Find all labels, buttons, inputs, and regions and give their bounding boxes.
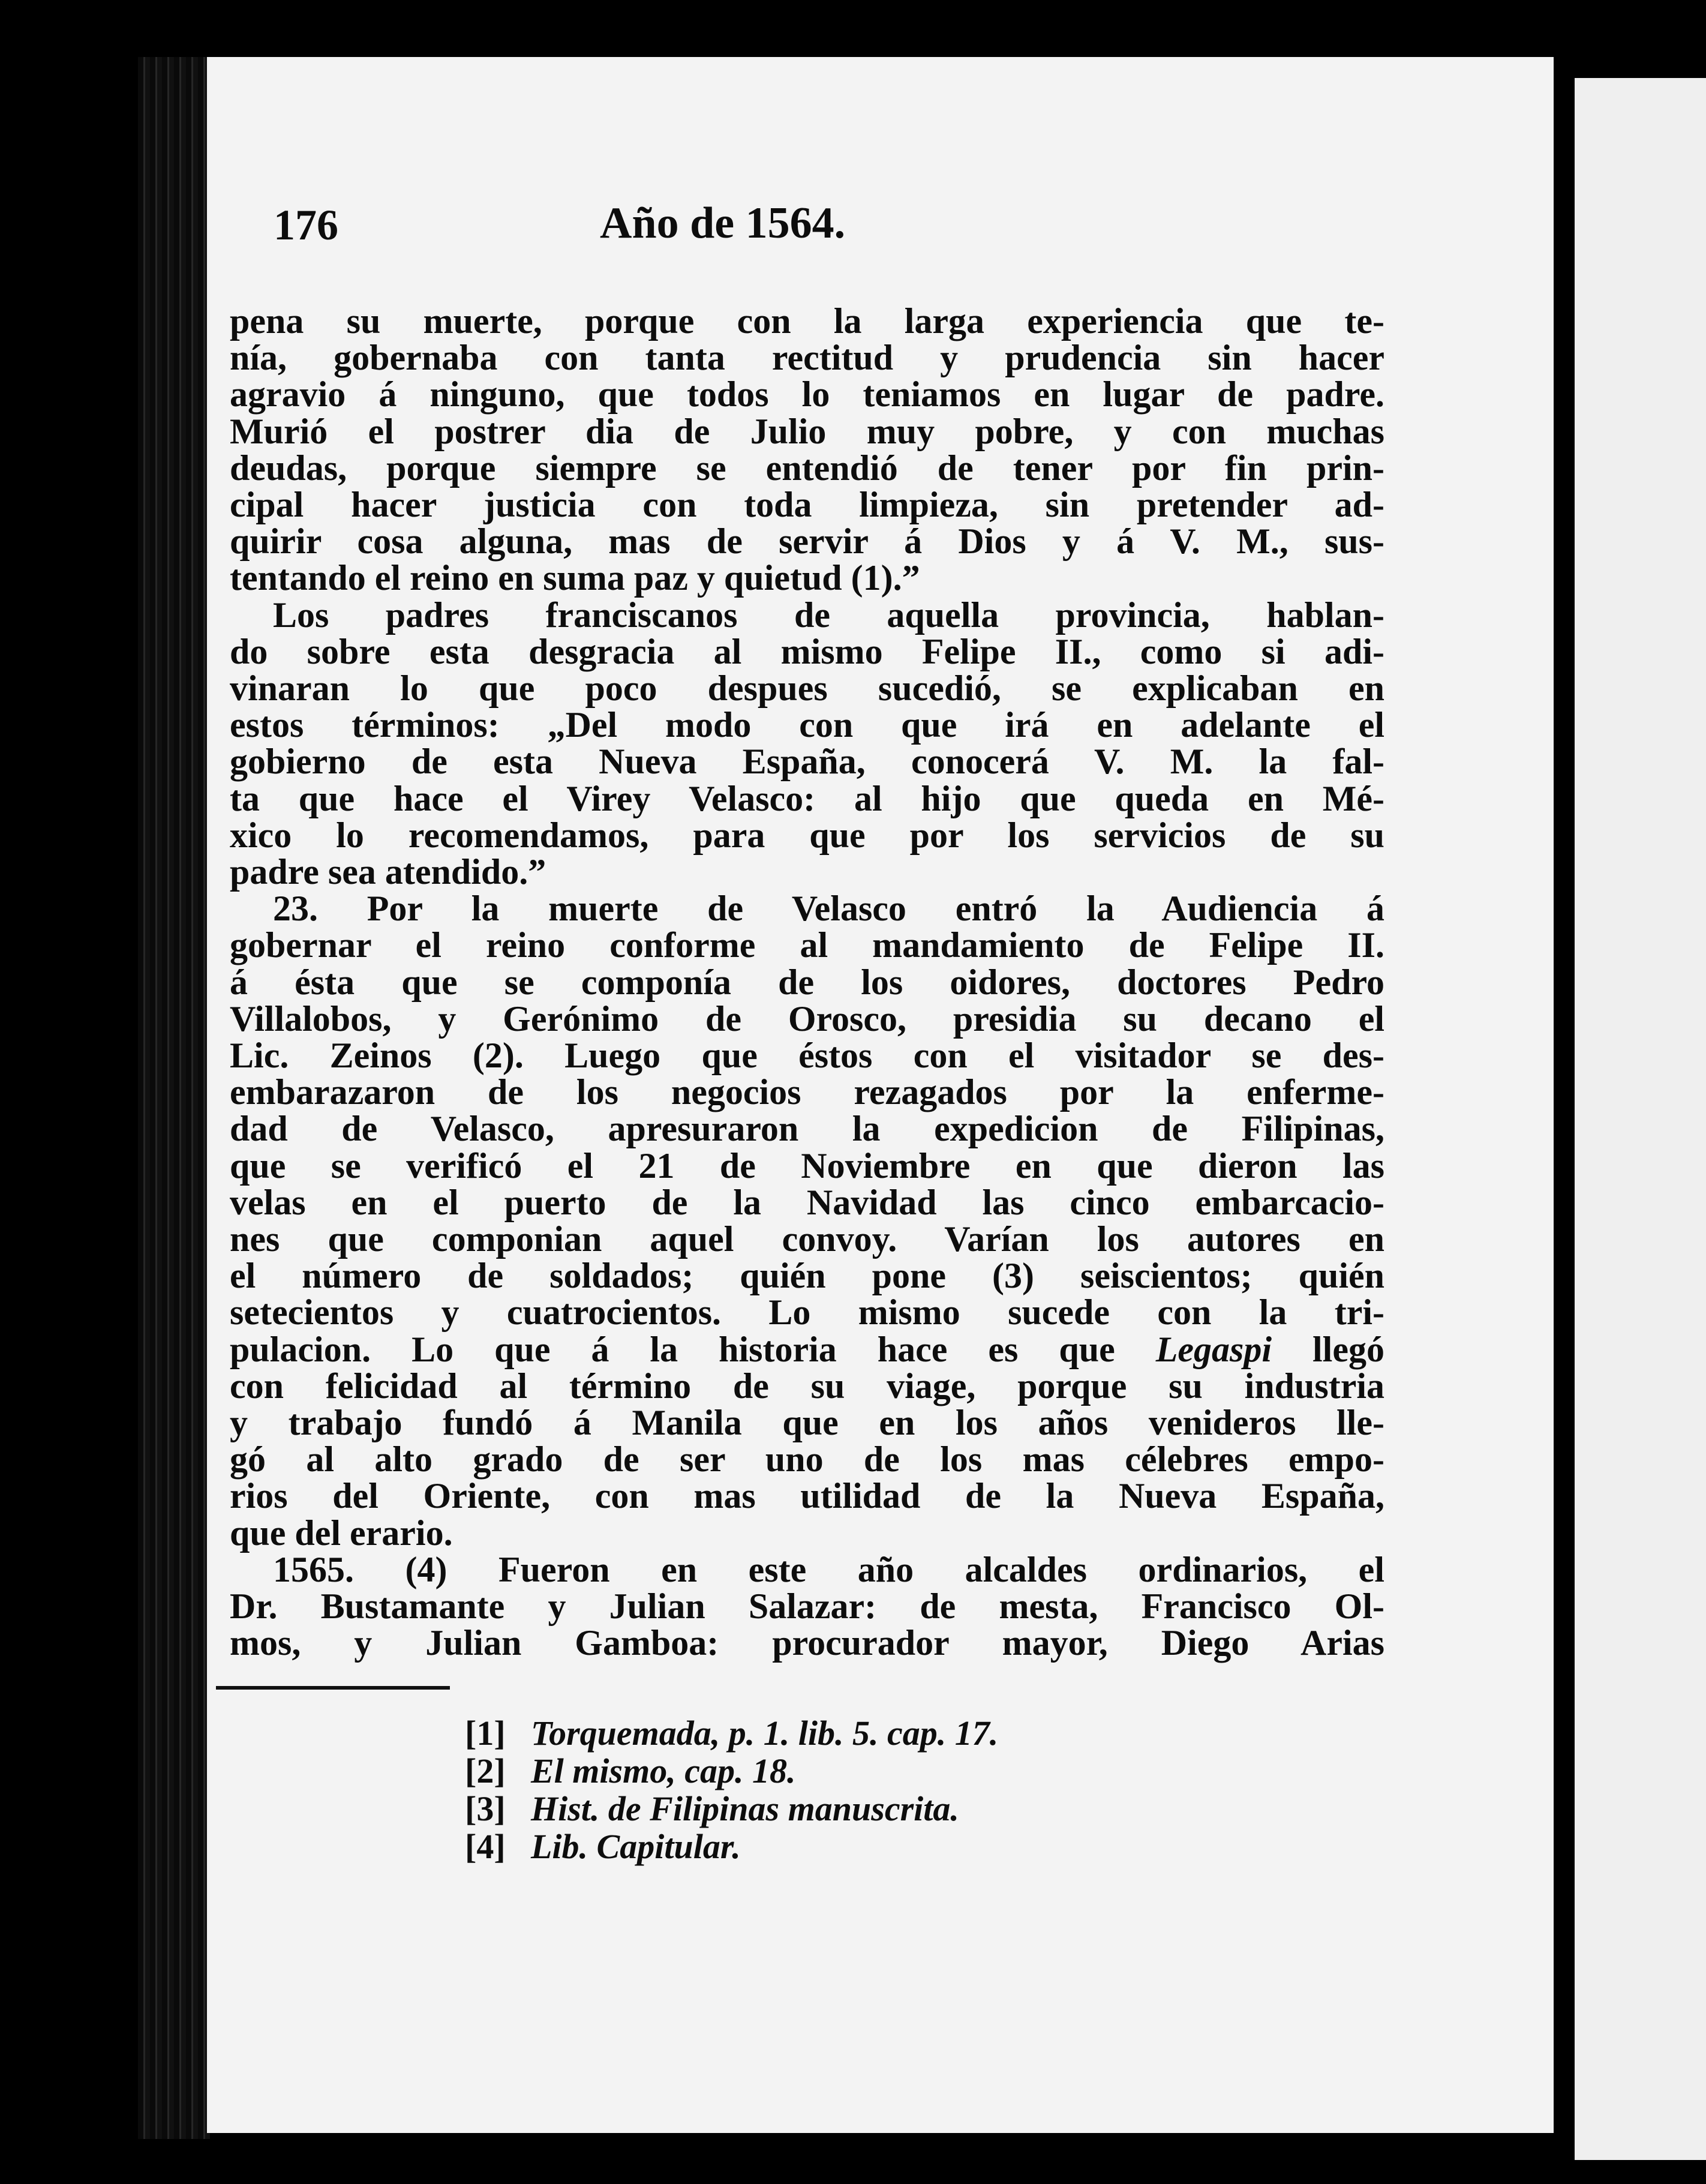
footnote-text: El mismo, cap. 18. [531, 1751, 796, 1790]
text-line: estos términos: „Del modo con que irá en adelante el [230, 705, 1384, 745]
text-line: que del erario. [230, 1513, 453, 1553]
text-line: velas en el puerto de la Navidad las cinco embarcacio- [230, 1182, 1384, 1222]
footnote-text: Lib. Capitular. [531, 1827, 741, 1866]
text-line: agravio á ninguno, que todos lo teniamos en lugar de padre. [230, 374, 1384, 415]
text-line: el número de soldados; quién pone (3) seiscientos; quién [230, 1256, 1384, 1296]
text-line: setecientos y cuatrocientos. Lo mismo sucede con la tri- [230, 1292, 1384, 1333]
footnote-mark: [2] [465, 1751, 506, 1790]
text-line: 1565. (4) Fueron en este año alcaldes ordinarios, el [273, 1549, 1384, 1589]
text-line: dad de Velasco, apresuraron la expedicion de Filipinas, [230, 1109, 1384, 1149]
text-line: padre sea atendido.” [230, 852, 546, 892]
text-line: nes que componian aquel convoy. Varían los autores en [230, 1219, 1384, 1259]
text-line: vinaran lo que poco despues sucedió, se explicaban en [230, 668, 1384, 708]
footnote-mark: [4] [465, 1827, 506, 1866]
footnote-rule [216, 1686, 450, 1690]
text-line: á ésta que se componía de los oidores, doctores Pedro [230, 962, 1384, 1002]
text-line: Dr. Bustamante y Julian Salazar: de mesta, Francisco Ol- [230, 1586, 1384, 1626]
footnote-text: Hist. de Filipinas manuscrita. [531, 1789, 959, 1828]
text-line: deudas, porque siempre se entendió de tener por fin prin- [230, 448, 1384, 488]
footnote-mark: [3] [465, 1789, 506, 1828]
running-head: Año de 1564. [600, 199, 846, 248]
text-line: tentando el reino en suma paz y quietud (1).” [230, 558, 920, 598]
text-line: Los padres franciscanos de aquella provincia, hablan- [273, 595, 1384, 635]
text-line: Villalobos, y Gerónimo de Orosco, presidia su decano el [230, 998, 1384, 1039]
text-line: quirir cosa alguna, mas de servir á Dios y á V. M., sus- [230, 521, 1384, 562]
facing-page-edge [1575, 78, 1706, 2160]
footnote [465, 1713, 998, 1753]
text-line: y trabajo fundó á Manila que en los años venideros lle- [230, 1403, 1384, 1442]
footnote [465, 1751, 795, 1791]
text-line: mos, y Julian Gamboa: procurador mayor, Diego Arias [230, 1623, 1384, 1663]
text-line: gobernar el reino conforme al mandamiento de Felipe II. [230, 925, 1384, 965]
text-line: 23. Por la muerte de Velasco entró la Audiencia á [273, 889, 1384, 929]
text-line: pulacion. Lo que á la historia hace es que Legaspi llegó [230, 1329, 1384, 1369]
text-line: do sobre esta desgracia al mismo Felipe II., como si adi- [230, 631, 1384, 671]
text-line: gó al alto grado de ser uno de los mas célebres empo- [230, 1439, 1384, 1480]
book-binding-edge [138, 57, 210, 2139]
text-line: con felicidad al término de su viage, porque su industria [230, 1366, 1384, 1406]
text-line: rios del Oriente, con mas utilidad de la Nueva España, [230, 1476, 1384, 1516]
text-line: pena su muerte, porque con la larga experiencia que te- [230, 301, 1384, 341]
text-line: xico lo recomendamos, para que por los servicios de su [230, 815, 1384, 855]
footnote-text: Torquemada, p. 1. lib. 5. cap. 17. [531, 1714, 999, 1753]
text-line: nía, gobernaba con tanta rectitud y prudencia sin hacer [230, 338, 1384, 378]
text-line: Lic. Zeinos (2). Luego que éstos con el visitador se des- [230, 1036, 1384, 1075]
text-line: que se verificó el 21 de Noviembre en que dieron las [230, 1145, 1384, 1186]
text-line: ta que hace el Virey Velasco: al hijo que queda en Mé- [230, 778, 1384, 818]
page-number: 176 [274, 201, 338, 249]
text-line: gobierno de esta Nueva España, conocerá V. M. la fal- [230, 742, 1384, 782]
footnote-mark: [1] [465, 1714, 506, 1753]
text-line: Murió el postrer dia de Julio muy pobre, y con muchas [230, 411, 1384, 451]
footnote [465, 1826, 741, 1867]
text-line: embarazaron de los negocios rezagados por la enferme- [230, 1072, 1384, 1112]
footnote [465, 1789, 959, 1829]
text-line: cipal hacer justicia con toda limpieza, sin pretender ad- [230, 485, 1384, 524]
